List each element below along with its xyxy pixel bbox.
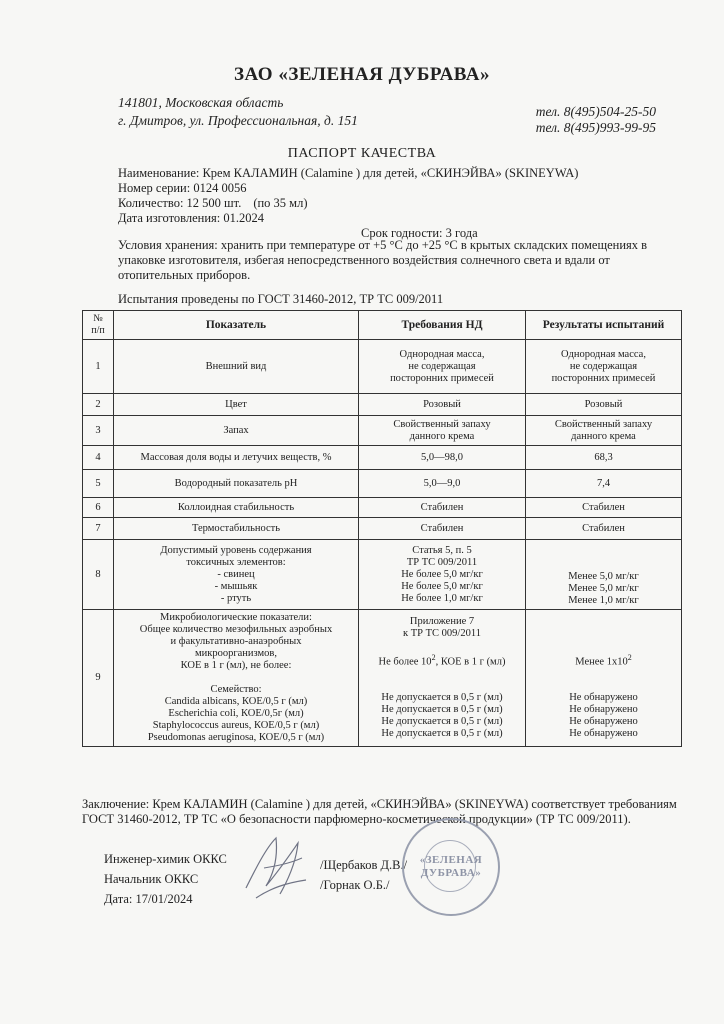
row-num: 5 — [83, 470, 114, 498]
row-indicator: Массовая доля воды и летучих веществ, % — [114, 446, 359, 470]
manufacture-date: Дата изготовления: 01.2024 — [118, 211, 264, 225]
row-num: 1 — [83, 340, 114, 394]
row-num: 4 — [83, 446, 114, 470]
row-result: Однородная масса, не содержащая посторонних примесей — [526, 340, 682, 394]
product-info — [118, 166, 648, 240]
header-results: Результаты испытаний — [526, 311, 682, 340]
document-title: ПАСПОРТ КАЧЕСТВА — [287, 146, 437, 161]
address-line-2: г. Дмитров, ул. Профессиональная, д. 151 — [118, 113, 358, 128]
row-num: 6 — [83, 498, 114, 518]
row-result: Стабилен — [526, 498, 682, 518]
conclusion: Заключение: Крем КАЛАМИН (Calamine ) для детей, «СКИНЭЙВА» (SKINEYWA) соответствует требованиям ГОСТ 31460-2012, ТР ТС «О безопасности парфюмерно-косметической продукции» (ТР ТС 009/2011). — [82, 797, 677, 826]
row-num: 2 — [83, 394, 114, 416]
row-num: 9 — [83, 610, 114, 747]
row-num: 8 — [83, 540, 114, 610]
handwritten-signature — [236, 828, 316, 908]
quantity-line — [118, 196, 648, 211]
row-requirement: 5,0—98,0 — [359, 446, 526, 470]
header-num: № п/п — [83, 311, 114, 340]
shelf-life: Срок годности: 3 года — [361, 226, 478, 240]
table-row — [83, 498, 682, 518]
quality-table — [82, 310, 682, 747]
row-requirement: Свойственный запаху данного крема — [359, 416, 526, 446]
header-requirements: Требования НД — [359, 311, 526, 340]
company-name: ЗАО «ЗЕЛЕНАЯ ДУБРАВА» — [234, 64, 490, 85]
row-requirement: Однородная масса, не содержащая посторонних примесей — [359, 340, 526, 394]
row-indicator: Внешний вид — [114, 340, 359, 394]
engineer-name: /Щербаков Д.В./ — [320, 858, 408, 872]
row-result: 68,3 — [526, 446, 682, 470]
company-stamp — [402, 818, 500, 916]
table-row — [83, 340, 682, 394]
table-row — [83, 610, 682, 747]
quantity: Количество: 12 500 шт. — [118, 196, 242, 210]
row-result: Свойственный запаху данного крема — [526, 416, 682, 446]
row-requirement: 5,0—9,0 — [359, 470, 526, 498]
phone-1: тел. 8(495)504-25-50 — [535, 104, 656, 119]
row-result: Менее $1х10^2$ Не обнаружено Не обнаружено Не обнаружено Не обнаружено — [526, 610, 682, 747]
table-row — [83, 446, 682, 470]
head-title: Начальник ОККС — [104, 872, 199, 886]
row-result: 7,4 — [526, 470, 682, 498]
row-indicator: Запах — [114, 416, 359, 446]
row-indicator: Микробиологические показатели: Общее количество мезофильных аэробных и факультативно-анаэробных микроорганизмов, КОЕ в 1 г (мл), не более: Семейство: Candida albicans, КОЕ/0,5 г (мл) Escherichia coli, КОЕ/0,5г (мл) Staphylococcus aureus, КОЕ/0,5 г (мл) Pseudomonas aeruginosa, КОЕ/0,5 г (мл) — [114, 610, 359, 747]
row-result: Менее 5,0 мг/кг Менее 5,0 мг/кг Менее 1,0 мг/кг — [526, 540, 682, 610]
header-indicator: Показатель — [114, 311, 359, 340]
table-row — [83, 470, 682, 498]
row-requirement: Стабилен — [359, 498, 526, 518]
table-row — [83, 416, 682, 446]
storage-conditions: Условия хранения: хранить при температуре от +5 °С до +25 °С в крытых складских помещениях в упаковке изготовителя, избегая непосредственного воздействия солнечного света и вдали от отопительных приборов. — [118, 238, 648, 282]
row-num: 7 — [83, 518, 114, 540]
row-indicator: Водородный показатель pH — [114, 470, 359, 498]
row-requirement: Статья 5, п. 5 ТР ТС 009/2011 Не более 5,0 мг/кг Не более 5,0 мг/кг Не более 1,0 мг/кг — [359, 540, 526, 610]
table-row — [83, 540, 682, 610]
head-name: /Горнак О.Б./ — [320, 878, 390, 892]
quantity-volume: (по 35 мл) — [253, 196, 308, 210]
table-row — [83, 394, 682, 416]
company-phones — [536, 104, 656, 136]
row-indicator: Цвет — [114, 394, 359, 416]
row-requirement: Приложение 7 к ТР ТС 009/2011 Не более $10^2$, КОЕ в 1 г (мл) Не допускается в 0,5 г (мл) Не допускается в 0,5 г (мл) Не допускается в 0,5 г (мл) Не допускается в 0,5 г (мл) — [359, 610, 526, 747]
phone-2: тел. 8(495)993-99-95 — [535, 120, 656, 135]
stamp-text: «ЗЕЛЕНАЯ ДУБРАВА» — [419, 854, 483, 879]
row-result: Розовый — [526, 394, 682, 416]
row-indicator: Коллоидная стабильность — [114, 498, 359, 518]
signature-date: Дата: 17/01/2024 — [104, 892, 193, 906]
row-result: Стабилен — [526, 518, 682, 540]
row-num: 3 — [83, 416, 114, 446]
row-indicator: Допустимый уровень содержания токсичных элементов: - свинец - мышьяк - ртуть — [114, 540, 359, 610]
table-header-row — [83, 311, 682, 340]
address-line-1: 141801, Московская область — [118, 95, 284, 110]
series-number: Номер серии: 0124 0056 — [118, 181, 247, 195]
tests-basis: Испытания проведены по ГОСТ 31460-2012, ТР ТС 009/2011 — [118, 292, 444, 306]
row-requirement: Розовый — [359, 394, 526, 416]
product-name: Наименование: Крем КАЛАМИН (Calamine ) для детей, «СКИНЭЙВА» (SKINEYWA) — [118, 166, 579, 180]
row-requirement: Стабилен — [359, 518, 526, 540]
engineer-title: Инженер-химик ОККС — [104, 852, 227, 866]
table-row — [83, 518, 682, 540]
row-indicator: Термостабильность — [114, 518, 359, 540]
company-address — [118, 94, 358, 130]
